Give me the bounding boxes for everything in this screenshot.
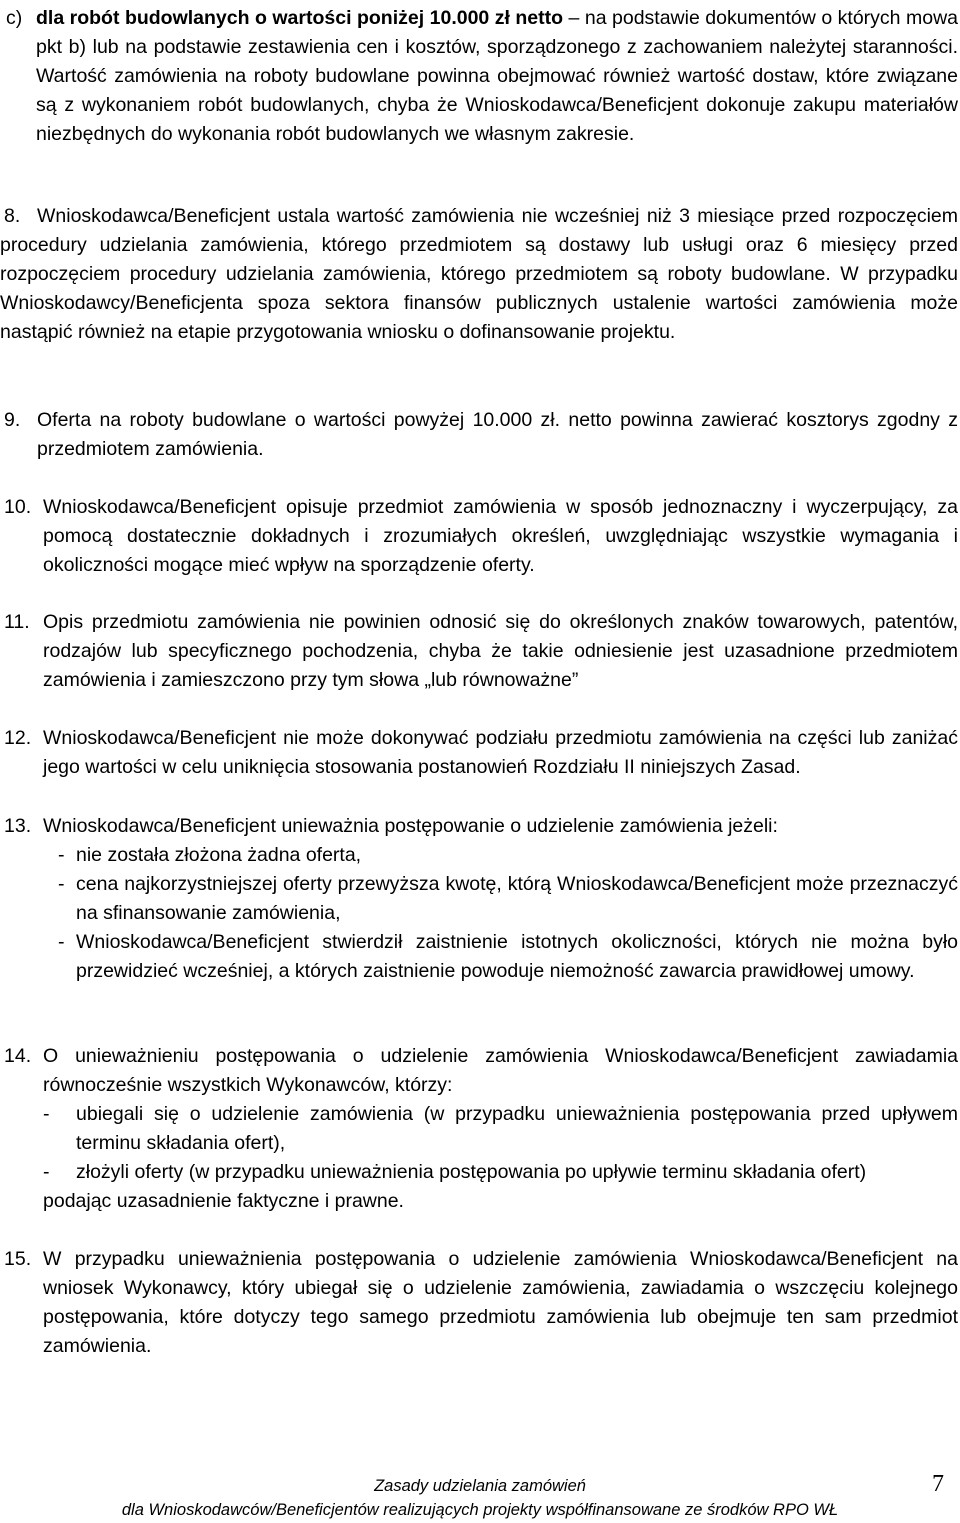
paragraph-text: Wnioskodawca/Beneficjent nie może dokonywać podziału przedmiotu zamówienia na części lub zaniżać jego wartości w celu uniknięcia stosowania postanowień Rozdziału II niniejszych Zasad. [43, 727, 958, 778]
bullet-text: ubiegali się o udzielenie zamówienia (w przypadku unieważnienia postępowania przed upływem terminu składania ofert), [76, 1103, 958, 1154]
bullet-item [43, 841, 958, 870]
bullet-item [43, 928, 958, 986]
footer-line-2: dla Wnioskodawców/Beneficjentów realizujących projekty współfinansowane ze środków RPO WŁ [121, 1501, 839, 1519]
paragraph-text: Oferta na roboty budowlane o wartości powyżej 10.000 zł. netto powinna zawierać kosztorys zgodny z przedmiotem zamówienia. [37, 409, 958, 460]
bullet-text: złożyli oferty (w przypadku unieważnienia postępowania po upływie terminu składania ofert) [76, 1161, 867, 1183]
paragraph-text: Wnioskodawca/Beneficjent unieważnia postępowanie o udzielenie zamówienia jeżeli: [43, 815, 778, 837]
footer-line-1: Zasady udzielania zamówień [374, 1477, 586, 1495]
paragraph-15 [0, 1245, 958, 1361]
paragraph-8 [0, 202, 958, 347]
item-marker: c) [6, 7, 23, 29]
page-number: 7 [932, 1471, 944, 1497]
bullet-dash: - [58, 873, 65, 895]
list-item-c [0, 4, 958, 149]
bullet-dash: - [58, 931, 65, 953]
paragraph-number: 14. [4, 1045, 32, 1067]
paragraph-12 [0, 724, 958, 782]
bullet-text: nie została złożona żadna oferta, [76, 844, 362, 866]
bullet-dash: - [58, 844, 65, 866]
paragraph-10 [0, 493, 958, 580]
paragraph-tail: podając uzasadnienie faktyczne i prawne. [43, 1190, 404, 1212]
bullet-dash: - [43, 1161, 50, 1183]
item-body [36, 4, 958, 149]
bullet-item [43, 870, 958, 928]
paragraph-number: 13. [4, 815, 32, 837]
bullet-item [43, 1158, 958, 1187]
paragraph-text: Wnioskodawca/Beneficjent ustala wartość zamówienia nie wcześniej niż 3 miesiące przed rozpoczęciem procedury udzielania zamówienia, którego przedmiotem są dostawy lub usługi oraz 6 miesięcy przed rozpoczęciem procedury udzielania zamówienia, którego przedmiotem są roboty budowlane. W przypadku Wnioskodawcy/Beneficjenta spoza sektora finansów publicznych ustalenie wartości zamówienia może nastąpić również na etapie przygotowania wniosku o dofinansowanie projektu. [0, 205, 958, 343]
paragraph-14 [0, 1042, 958, 1216]
paragraph-number: 12. [4, 727, 32, 749]
bullet-text: Wnioskodawca/Beneficjent stwierdził zaistnienie istotnych okoliczności, których nie można było przewidzieć wcześniej, a których zaistnienie powoduje niemożność zawarcia prawidłowej umowy. [76, 931, 958, 982]
paragraph-11 [0, 608, 958, 695]
paragraph-number: 11. [4, 611, 30, 633]
paragraph-number: 10. [4, 496, 32, 518]
paragraph-number: 15. [4, 1248, 32, 1270]
paragraph-text: O unieważnieniu postępowania o udzielenie zamówienia Wnioskodawca/Beneficjent zawiadamia równocześnie wszystkich Wykonawców, którzy: [43, 1045, 958, 1096]
paragraph-number: 8. [4, 205, 21, 227]
bullet-text: cena najkorzystniejszej oferty przewyższa kwotę, którą Wnioskodawca/Beneficjent może przeznaczyć na sfinansowanie zamówienia, [76, 873, 958, 924]
paragraph-text: Wnioskodawca/Beneficjent opisuje przedmiot zamówienia w sposób jednoznaczny i wyczerpujący, za pomocą dostatecznie dokładnych i zrozumiałych określeń, uwzględniając wszystkie wymagania i okoliczności mogące mieć wpływ na sporządzenie oferty. [43, 496, 958, 576]
paragraph-13 [0, 812, 958, 986]
paragraph-number: 9. [4, 409, 21, 431]
paragraph-body [43, 1042, 958, 1216]
bullet-dash: - [43, 1103, 50, 1125]
item-text: – na podstawie dokumentów o których mowa pkt b) lub na podstawie zestawienia cen i kosztów, sporządzonego z zachowaniem należytej staranności. Wartość zamówienia na roboty budowlane powinna obejmować również wartość dostaw, które związane są z wykonaniem robót budowlanych, chyba że Wnioskodawca/Beneficjent dokonuje zakupu materiałów niezbędnych do wykonania robót budowlanych we własnym zakresie. [36, 7, 958, 145]
paragraph-text: W przypadku unieważnienia postępowania o udzielenie zamówienia Wnioskodawca/Beneficjent na wniosek Wykonawcy, który ubiegał się o udzielenie zamówienia, zawiadamia o wszczęciu kolejnego postępowania, które dotyczy tego samego przedmiotu zamówienia lub obejmuje ten sam przedmiot zamówienia. [43, 1248, 958, 1357]
paragraph-body [43, 812, 958, 986]
bold-lead: dla robót budowlanych o wartości poniżej 10.000 zł netto [36, 7, 564, 29]
bullet-item [43, 1100, 958, 1158]
paragraph-text: Opis przedmiotu zamówienia nie powinien odnosić się do określonych znaków towarowych, patentów, rodzajów lub specyficznego pochodzenia, chyba że takie odniesienie jest uzasadnione przedmiotem zamówienia i zamieszczono przy tym słowa „lub równoważne” [43, 611, 958, 691]
paragraph-9 [0, 406, 958, 464]
